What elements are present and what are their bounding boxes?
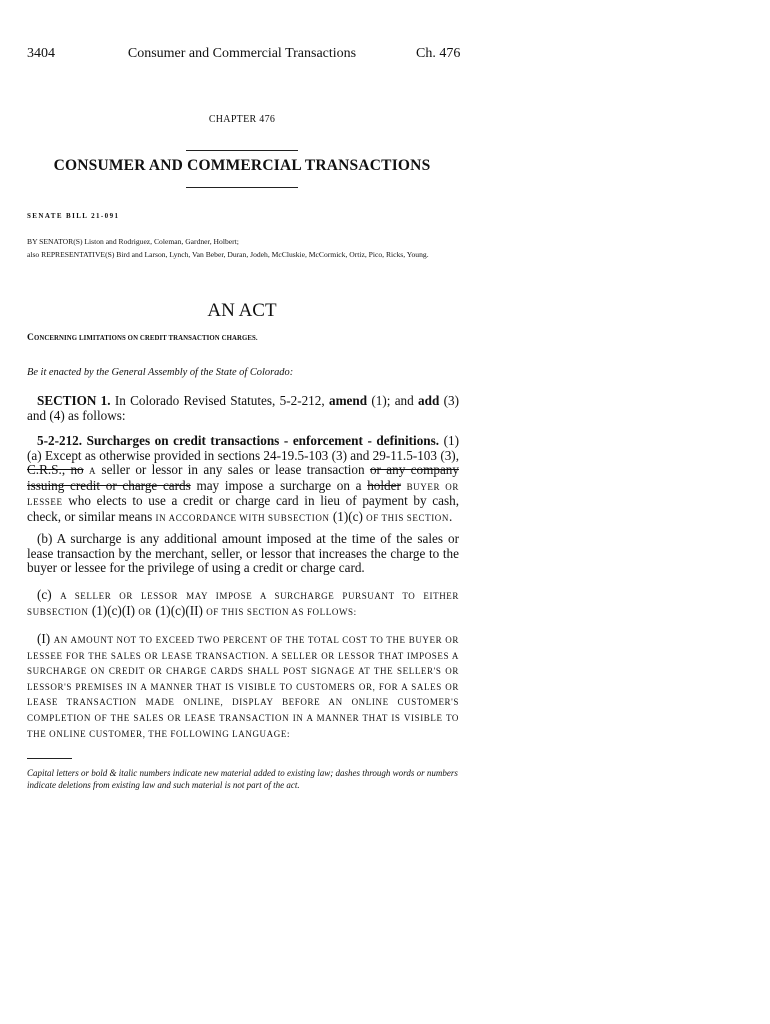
section-1-paragraph: SECTION 1. In Colorado Revised Statutes, 5-2-212, amend (1); and add (3) and (4) as follows: [27, 393, 459, 423]
deleted-text: C.R.S., no [27, 462, 84, 478]
concerning-text: ONCERNING LIMITATIONS ON CREDIT TRANSACTION CHARGES. [33, 335, 258, 342]
deleted-text: or any company issuing credit or charge cards [27, 462, 459, 493]
chapter-label: CHAPTER 476 [208, 114, 276, 125]
amend-keyword: amend [328, 393, 368, 408]
statute-5-2-212-paragraph: 5-2-212. Surcharges on credit transactions - enforcement - definitions. (1) (a) Except as otherwise provided in sections 24-19.5-103 (3) and 29-11.5-103 (3), C.R.S., no A seller or lessor in any sales or lease transaction or any company issuing credit or charge cards may impose a surcharge on a holder BUYER OR LESSEE who elects to use a credit or charge card in lieu of payment by cash, check, or similar means IN ACCORDANCE WITH SUBSECTION (1)(c) OF THIS SECTION. [27, 433, 459, 524]
paragraph-1c-I: (I) AN AMOUNT NOT TO EXCEED TWO PERCENT OF THE TOTAL COST TO THE BUYER OR LESSEE FOR THE SALES OR LEASE TRANSACTION. A SELLER OR LESSOR THAT IMPOSES A SURCHARGE ON CREDIT OR CHARGE CARDS SHALL POST SIGNAGE AT THE SELLER'S OR LESSOR'S PREMISES IN A MANNER THAT IS VISIBLE TO CUSTOMERS OR, FOR A SALES OR LEASE TRANSACTION MADE ONLINE, DISPLAY BEFORE AN ONLINE CUSTOMER'S COMPLETION OF THE SALES OR LEASE TRANSACTION IN A MANNER THAT IS VISIBLE TO THE ONLINE CUSTOMER, THE FOLLOWING LANGUAGE: [27, 631, 459, 739]
section-1-label: SECTION 1. [37, 393, 111, 408]
concerning-clause [27, 333, 258, 343]
page-number: 3404 [27, 46, 55, 61]
deleted-text: holder [367, 477, 401, 493]
inserted-text: A [88, 466, 97, 477]
footnote-rule [27, 758, 72, 759]
chapter-reference: Ch. 476 [416, 46, 461, 61]
inserted-text: IN ACCORDANCE WITH SUBSECTION [155, 512, 330, 523]
bill-number: SENATE BILL 21-091 [27, 212, 120, 220]
title-rule-bottom [186, 187, 298, 188]
paragraph-1c: (c) A SELLER OR LESSOR MAY IMPOSE A SURCHARGE PURSUANT TO EITHER SUBSECTION (1)(c)(I) OR (1)(c)(II) OF THIS SECTION AS FOLLOWS: [27, 587, 460, 618]
inserted-text: OF THIS SECTION AS FOLLOWS: [206, 606, 357, 617]
title-rule-top [186, 150, 298, 151]
act-heading: AN ACT [207, 300, 277, 321]
inserted-text: OF THIS SECTION [366, 512, 449, 523]
inserted-text: A SELLER OR LESSOR MAY IMPOSE A SURCHARGE PURSUANT TO EITHER SUBSECTION [27, 591, 460, 617]
senate-sponsors: BY SENATOR(S) Liston and Rodriguez, Coleman, Gardner, Holbert; [27, 237, 239, 246]
inserted-text: OR [138, 606, 153, 617]
paragraph-1b: (b) A surcharge is any additional amount imposed at the time of the sales or lease transaction by the merchant, seller, or lessor that increases the charge to the buyer or lessee for the privilege of using a credit or charge card. [27, 531, 459, 576]
house-sponsors: also REPRESENTATIVE(S) Bird and Larson, Lynch, Van Beber, Duran, Jodeh, McCluskie, McCormick, Ortiz, Pico, Ricks, Young. [27, 249, 429, 259]
sponsors-block [27, 236, 459, 261]
running-title: Consumer and Commercial Transactions [127, 46, 357, 61]
statute-heading: 5-2-212. Surcharges on credit transactions - enforcement - definitions. [37, 433, 440, 448]
enacting-clause: Be it enacted by the General Assembly of the State of Colorado: [27, 367, 294, 378]
footnote: Capital letters or bold & italic numbers indicate new material added to existing law; dashes through words or numbers indicate deletions from existing law and such material is not part of the act. [27, 768, 458, 790]
concerning-initial: C [27, 333, 34, 343]
inserted-text: AN AMOUNT NOT TO EXCEED TWO PERCENT OF THE TOTAL COST TO THE BUYER OR LESSEE FOR THE SALES OR LEASE TRANSACTION. A SELLER OR LESSOR THAT IMPOSES A SURCHARGE ON CREDIT OR CHARGE CARDS SHALL POST SIGNAGE AT THE SELLER'S OR LESSOR'S PREMISES IN A MANNER THAT IS VISIBLE TO CUSTOMERS OR, FOR A SALES OR LEASE TRANSACTION MADE ONLINE, DISPLAY BEFORE AN ONLINE CUSTOMER'S COMPLETION OF THE SALES OR LEASE TRANSACTION IN A MANNER THAT IS VISIBLE TO THE ONLINE CUSTOMER, THE FOLLOWING LANGUAGE: [27, 635, 459, 739]
add-keyword: add [418, 393, 440, 408]
chapter-title: CONSUMER AND COMMERCIAL TRANSACTIONS [53, 157, 431, 174]
inserted-text: BUYER OR LESSEE [27, 481, 459, 508]
